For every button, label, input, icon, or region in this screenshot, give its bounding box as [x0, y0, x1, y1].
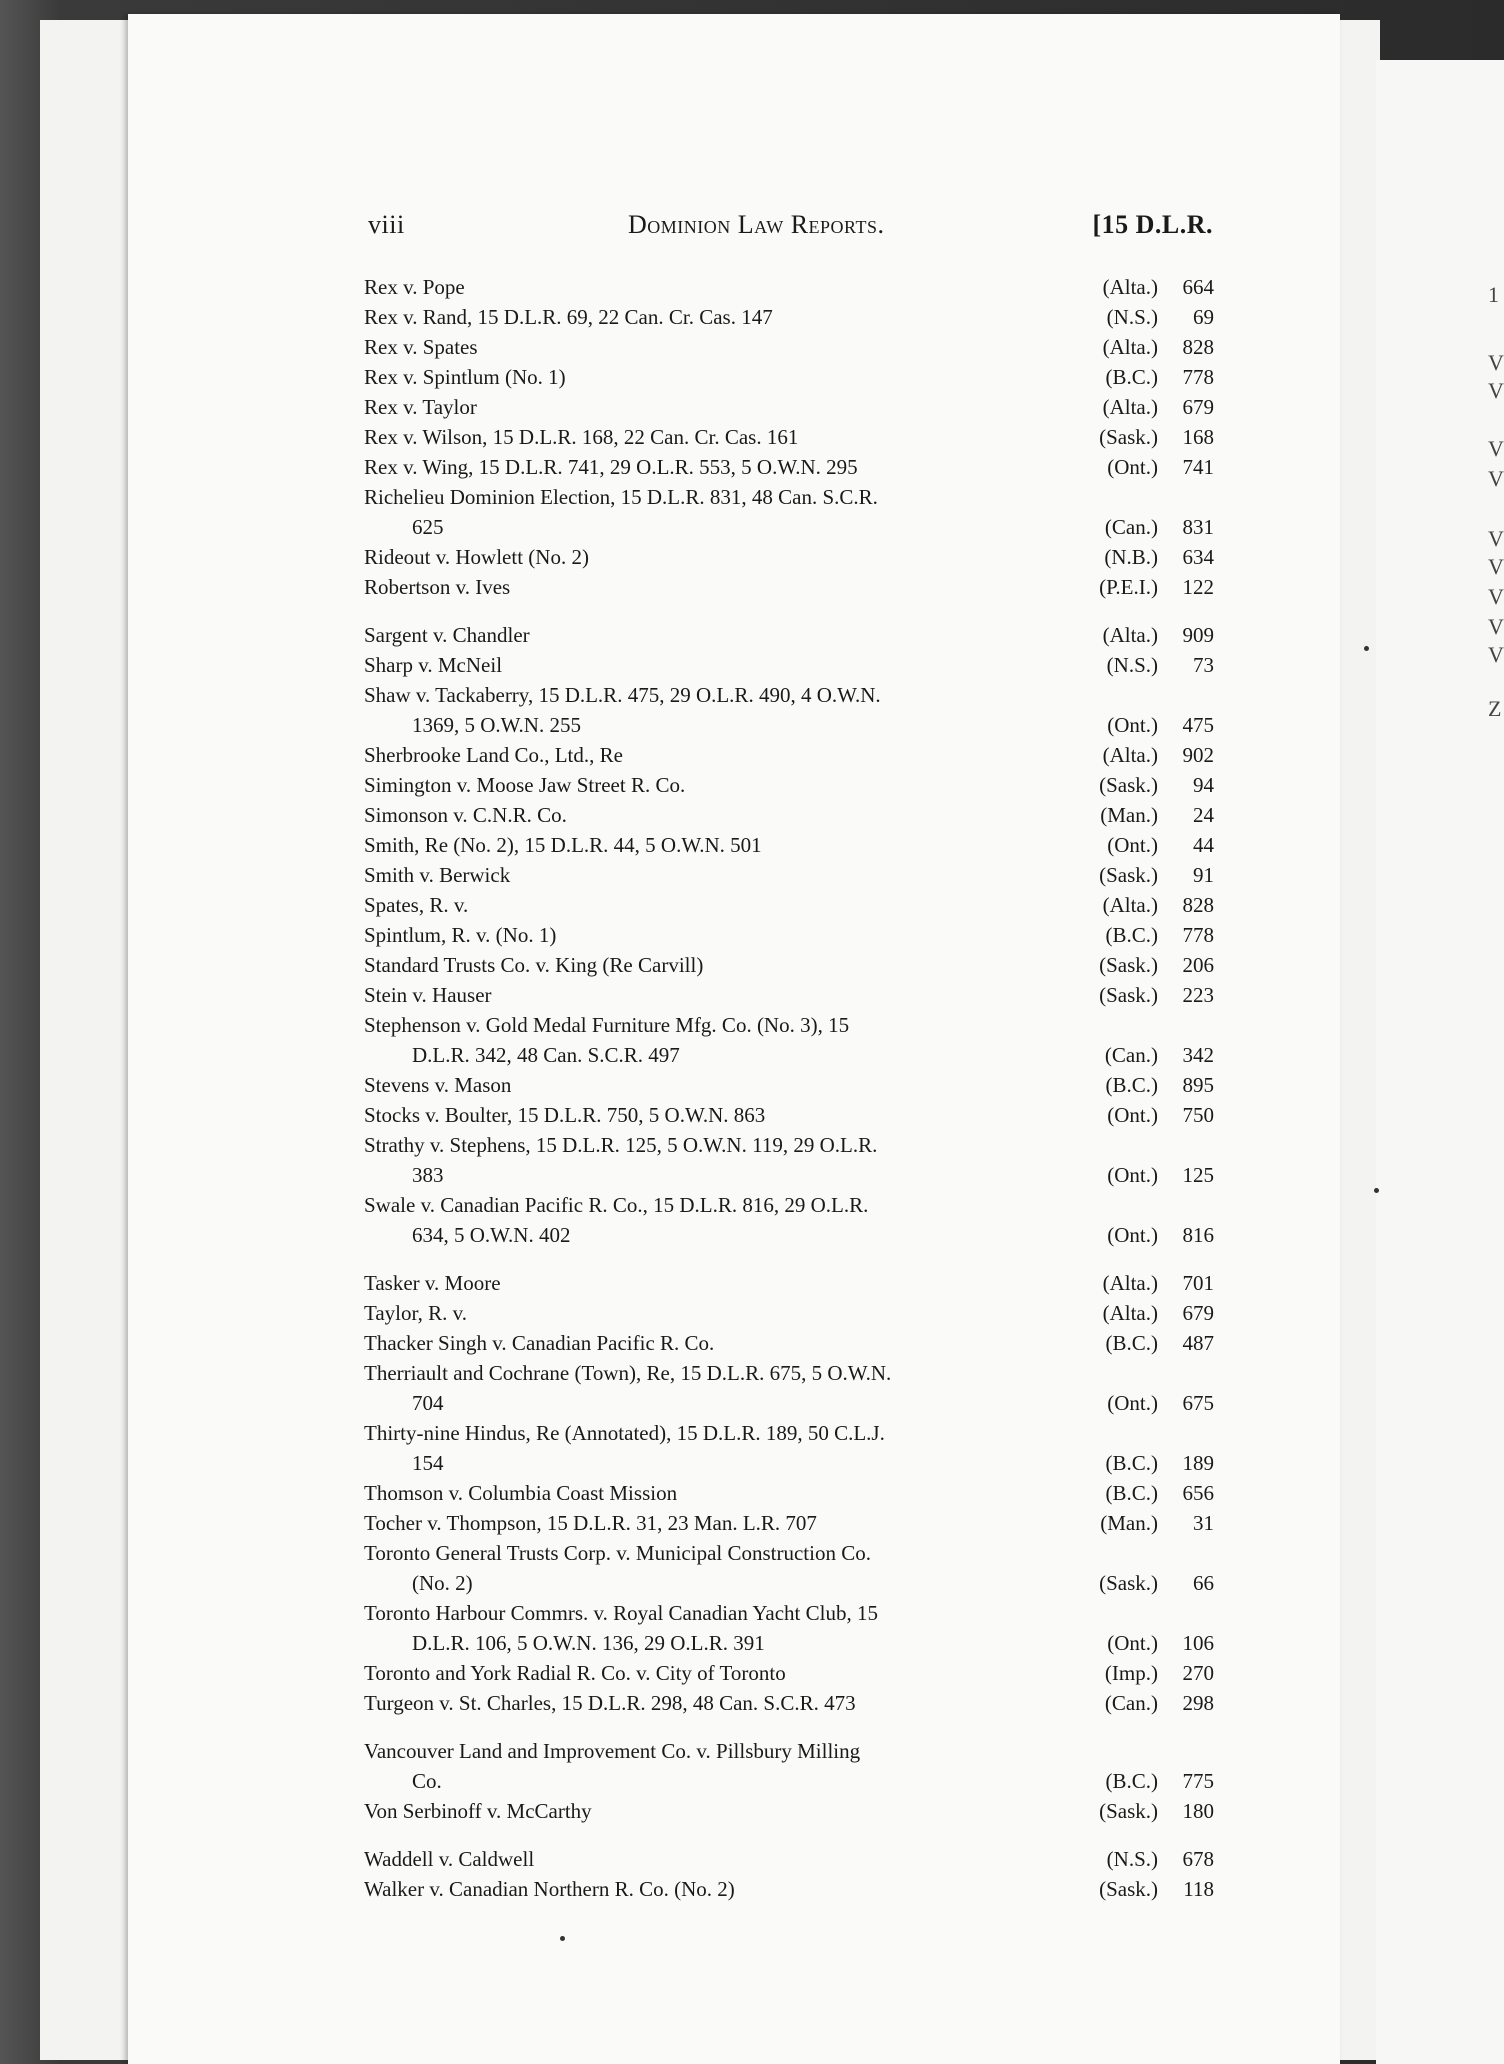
- case-name: Tocher v. Thompson, 15 D.L.R. 31, 23 Man. L.R. 707: [364, 1511, 821, 1535]
- case-line: [364, 572, 1214, 602]
- page-reference: 828: [1158, 890, 1214, 920]
- case-line: [364, 1268, 1214, 1298]
- page-reference: 909: [1158, 620, 1214, 650]
- case-name: Stocks v. Boulter, 15 D.L.R. 750, 5 O.W.N. 863: [364, 1103, 769, 1127]
- case-name: Vancouver Land and Improvement Co. v. Pillsbury Milling: [364, 1739, 864, 1763]
- case-entry: [364, 890, 1214, 920]
- case-name: Rex v. Wilson, 15 D.L.R. 168, 22 Can. Cr. Cas. 161: [364, 425, 802, 449]
- case-line: [364, 1448, 1214, 1478]
- scan-speck: [560, 1936, 565, 1941]
- court-abbreviation: (Sask.): [1095, 950, 1158, 980]
- page-reference: 66: [1158, 1568, 1214, 1598]
- court-abbreviation: (Sask.): [1095, 1874, 1158, 1904]
- case-entry: [364, 572, 1214, 602]
- case-entry: [364, 272, 1214, 302]
- case-line: [364, 1220, 1214, 1250]
- court-abbreviation: (Alta.): [1099, 1298, 1158, 1328]
- page-reference: 656: [1158, 1478, 1214, 1508]
- edge-glyph: 1: [1488, 282, 1499, 307]
- page-reference: 106: [1158, 1628, 1214, 1658]
- page-reference: 902: [1158, 740, 1214, 770]
- case-line: [364, 1010, 1214, 1040]
- page-reference: 678: [1158, 1844, 1214, 1874]
- case-entry: [364, 950, 1214, 980]
- case-entry: [364, 1298, 1214, 1328]
- page-reference: 675: [1158, 1388, 1214, 1418]
- case-name: Smith v. Berwick: [364, 863, 514, 887]
- court-abbreviation: (Sask.): [1095, 422, 1158, 452]
- court-abbreviation: (Alta.): [1099, 332, 1158, 362]
- case-line: [364, 302, 1214, 332]
- court-abbreviation: (B.C.): [1102, 1448, 1159, 1478]
- running-title: Dominion Law Reports.: [628, 210, 885, 239]
- case-name: Taylor, R. v.: [364, 1301, 471, 1325]
- case-name: Rex v. Wing, 15 D.L.R. 741, 29 O.L.R. 553, 5 O.W.N. 295: [364, 455, 862, 479]
- court-abbreviation: (B.C.): [1102, 362, 1159, 392]
- case-entry: [364, 770, 1214, 800]
- court-abbreviation: (Ont.): [1103, 1628, 1158, 1658]
- edge-glyph: V: [1488, 642, 1504, 667]
- case-entry: [364, 332, 1214, 362]
- court-abbreviation: (Man.): [1096, 800, 1158, 830]
- edge-glyph: V: [1488, 350, 1504, 375]
- case-entry: [364, 1658, 1214, 1688]
- case-line: [364, 452, 1214, 482]
- court-abbreviation: (N.S.): [1103, 302, 1158, 332]
- case-entry: [364, 1070, 1214, 1100]
- scan-speck: [1374, 1188, 1379, 1193]
- case-name: Stevens v. Mason: [364, 1073, 515, 1097]
- scan-speck: [1364, 646, 1369, 651]
- page-reference: 475: [1158, 710, 1214, 740]
- case-line: [364, 860, 1214, 890]
- case-entry: [364, 482, 1214, 542]
- page-reference: 701: [1158, 1268, 1214, 1298]
- case-entry: [364, 422, 1214, 452]
- page-reference: 816: [1158, 1220, 1214, 1250]
- court-abbreviation: (N.S.): [1103, 650, 1158, 680]
- case-entry: [364, 1418, 1214, 1478]
- case-entry: [364, 1538, 1214, 1598]
- case-line: [364, 740, 1214, 770]
- case-name: D.L.R. 106, 5 O.W.N. 136, 29 O.L.R. 391: [412, 1631, 769, 1655]
- case-line: [364, 1070, 1214, 1100]
- court-abbreviation: (Alta.): [1099, 272, 1158, 302]
- case-name: 634, 5 O.W.N. 402: [412, 1223, 574, 1247]
- court-abbreviation: (B.C.): [1102, 1766, 1159, 1796]
- case-line: [364, 1688, 1214, 1718]
- case-name: Thacker Singh v. Canadian Pacific R. Co.: [364, 1331, 718, 1355]
- edge-glyph: V: [1488, 554, 1504, 579]
- case-name: Strathy v. Stephens, 15 D.L.R. 125, 5 O.W.N. 119, 29 O.L.R.: [364, 1133, 881, 1157]
- case-name: Robertson v. Ives: [364, 575, 514, 599]
- case-line: [364, 980, 1214, 1010]
- page-reference: 69: [1158, 302, 1214, 332]
- case-entry: [364, 1268, 1214, 1298]
- case-name: Thirty-nine Hindus, Re (Annotated), 15 D.L.R. 189, 50 C.L.J.: [364, 1421, 889, 1445]
- case-name: 383: [412, 1163, 448, 1187]
- case-line: [364, 1628, 1214, 1658]
- case-line: [364, 620, 1214, 650]
- case-entry: [364, 1358, 1214, 1418]
- court-abbreviation: (Sask.): [1095, 980, 1158, 1010]
- case-line: [364, 1418, 1214, 1448]
- case-name: Standard Trusts Co. v. King (Re Carvill): [364, 953, 707, 977]
- case-name: Walker v. Canadian Northern R. Co. (No. 2): [364, 1877, 739, 1901]
- running-header: [368, 210, 1213, 242]
- case-name: Stephenson v. Gold Medal Furniture Mfg. Co. (No. 3), 15: [364, 1013, 853, 1037]
- case-line: [364, 512, 1214, 542]
- case-line: [364, 1358, 1214, 1388]
- court-abbreviation: (Alta.): [1099, 1268, 1158, 1298]
- volume-label: [15 D.L.R.: [1092, 210, 1213, 239]
- court-abbreviation: (Sask.): [1095, 1568, 1158, 1598]
- case-entry: [364, 830, 1214, 860]
- case-name: Swale v. Canadian Pacific R. Co., 15 D.L.R. 816, 29 O.L.R.: [364, 1193, 872, 1217]
- case-name: Rex v. Spates: [364, 335, 482, 359]
- case-line: [364, 1388, 1214, 1418]
- court-abbreviation: (Imp.): [1101, 1658, 1158, 1688]
- case-name: Smith, Re (No. 2), 15 D.L.R. 44, 5 O.W.N. 501: [364, 833, 766, 857]
- page-reference: 342: [1158, 1040, 1214, 1070]
- case-line: [364, 830, 1214, 860]
- page-reference: 24: [1158, 800, 1214, 830]
- case-entry: [364, 1598, 1214, 1658]
- page-reference: 122: [1158, 572, 1214, 602]
- case-name: Richelieu Dominion Election, 15 D.L.R. 831, 48 Can. S.C.R.: [364, 485, 882, 509]
- court-abbreviation: (Ont.): [1103, 830, 1158, 860]
- case-line: [364, 362, 1214, 392]
- page-reference: 741: [1158, 452, 1214, 482]
- court-abbreviation: (Alta.): [1099, 392, 1158, 422]
- case-name: Von Serbinoff v. McCarthy: [364, 1799, 596, 1823]
- case-line: [364, 1328, 1214, 1358]
- case-line: [364, 1874, 1214, 1904]
- page-reference: 298: [1158, 1688, 1214, 1718]
- case-name: Turgeon v. St. Charles, 15 D.L.R. 298, 48 Can. S.C.R. 473: [364, 1691, 860, 1715]
- case-name: Shaw v. Tackaberry, 15 D.L.R. 475, 29 O.L.R. 490, 4 O.W.N.: [364, 683, 885, 707]
- case-table: [364, 272, 1214, 1904]
- case-name: Stein v. Hauser: [364, 983, 496, 1007]
- case-name: Waddell v. Caldwell: [364, 1847, 538, 1871]
- case-line: [364, 770, 1214, 800]
- case-line: [364, 1190, 1214, 1220]
- case-name: 154: [412, 1451, 448, 1475]
- case-entry: [364, 1844, 1214, 1874]
- page-reference: 679: [1158, 1298, 1214, 1328]
- case-line: [364, 1568, 1214, 1598]
- case-line: [364, 332, 1214, 362]
- page-reference: 125: [1158, 1160, 1214, 1190]
- case-entry: [364, 920, 1214, 950]
- court-abbreviation: (B.C.): [1102, 1478, 1159, 1508]
- case-line: [364, 272, 1214, 302]
- edge-glyph: V: [1488, 584, 1504, 609]
- case-line: [364, 1658, 1214, 1688]
- page-reference: 664: [1158, 272, 1214, 302]
- page-reference: 168: [1158, 422, 1214, 452]
- case-entry: [364, 362, 1214, 392]
- case-line: [364, 542, 1214, 572]
- case-line: [364, 422, 1214, 452]
- case-entry: [364, 542, 1214, 572]
- court-abbreviation: (B.C.): [1102, 920, 1159, 950]
- page-reference: 831: [1158, 512, 1214, 542]
- case-entry: [364, 860, 1214, 890]
- page-reference: 487: [1158, 1328, 1214, 1358]
- court-abbreviation: (Can.): [1101, 1688, 1158, 1718]
- case-name: 625: [412, 515, 448, 539]
- court-abbreviation: (B.C.): [1102, 1070, 1159, 1100]
- page-reference: 44: [1158, 830, 1214, 860]
- court-abbreviation: (Can.): [1101, 1040, 1158, 1070]
- case-name: D.L.R. 342, 48 Can. S.C.R. 497: [412, 1043, 684, 1067]
- case-line: [364, 650, 1214, 680]
- page-reference: 206: [1158, 950, 1214, 980]
- case-line: [364, 482, 1214, 512]
- page-reference: 91: [1158, 860, 1214, 890]
- case-line: [364, 680, 1214, 710]
- court-abbreviation: (Ont.): [1103, 452, 1158, 482]
- page-reference: 94: [1158, 770, 1214, 800]
- page-reference: 118: [1158, 1874, 1214, 1904]
- court-abbreviation: (Sask.): [1095, 860, 1158, 890]
- court-abbreviation: (Ont.): [1103, 1100, 1158, 1130]
- case-entry: [364, 650, 1214, 680]
- case-line: [364, 392, 1214, 422]
- case-entry: [364, 1874, 1214, 1904]
- case-entry: [364, 1010, 1214, 1070]
- case-name: Simington v. Moose Jaw Street R. Co.: [364, 773, 689, 797]
- case-name: Spates, R. v.: [364, 893, 472, 917]
- case-line: [364, 710, 1214, 740]
- court-abbreviation: (Alta.): [1099, 740, 1158, 770]
- page-number: viii: [368, 210, 405, 239]
- case-entry: [364, 1100, 1214, 1130]
- edge-glyph: V: [1488, 526, 1504, 551]
- case-name: Rex v. Pope: [364, 275, 469, 299]
- page-reference: 634: [1158, 542, 1214, 572]
- case-entry: [364, 1130, 1214, 1190]
- case-line: [364, 1130, 1214, 1160]
- court-abbreviation: (N.S.): [1103, 1844, 1158, 1874]
- case-name: Sherbrooke Land Co., Ltd., Re: [364, 743, 627, 767]
- case-name: Rex v. Taylor: [364, 395, 481, 419]
- edge-glyph: V: [1488, 466, 1504, 491]
- page-reference: 180: [1158, 1796, 1214, 1826]
- case-line: [364, 950, 1214, 980]
- case-name: Toronto Harbour Commrs. v. Royal Canadian Yacht Club, 15: [364, 1601, 882, 1625]
- case-name: Tasker v. Moore: [364, 1271, 505, 1295]
- next-page-edge: [1376, 60, 1504, 2064]
- page-reference: 778: [1158, 920, 1214, 950]
- case-entry: [364, 800, 1214, 830]
- court-abbreviation: (Sask.): [1095, 770, 1158, 800]
- court-abbreviation: (Sask.): [1095, 1796, 1158, 1826]
- case-line: [364, 1508, 1214, 1538]
- case-line: [364, 1766, 1214, 1796]
- case-line: [364, 1040, 1214, 1070]
- court-abbreviation: (Ont.): [1103, 1388, 1158, 1418]
- page-reference: 31: [1158, 1508, 1214, 1538]
- case-name: Toronto and York Radial R. Co. v. City of Toronto: [364, 1661, 790, 1685]
- edge-glyph: V: [1488, 378, 1504, 403]
- page-reference: 73: [1158, 650, 1214, 680]
- page-reference: 775: [1158, 1766, 1214, 1796]
- case-name: Rideout v. Howlett (No. 2): [364, 545, 593, 569]
- court-abbreviation: (B.C.): [1102, 1328, 1159, 1358]
- court-abbreviation: (Ont.): [1103, 1220, 1158, 1250]
- edge-glyph: V: [1488, 436, 1504, 461]
- court-abbreviation: (Alta.): [1099, 890, 1158, 920]
- page-reference: 750: [1158, 1100, 1214, 1130]
- page-reference: 223: [1158, 980, 1214, 1010]
- page-reference: 189: [1158, 1448, 1214, 1478]
- case-name: Rex v. Spintlum (No. 1): [364, 365, 570, 389]
- case-line: [364, 1844, 1214, 1874]
- case-name: Co.: [412, 1769, 446, 1793]
- case-entry: [364, 1736, 1214, 1796]
- case-line: [364, 1100, 1214, 1130]
- case-entry: [364, 1688, 1214, 1718]
- case-line: [364, 1298, 1214, 1328]
- edge-glyph: Z: [1488, 696, 1502, 721]
- case-line: [364, 1796, 1214, 1826]
- page-reference: 679: [1158, 392, 1214, 422]
- page-reference: 778: [1158, 362, 1214, 392]
- case-entry: [364, 1796, 1214, 1826]
- case-name: Rex v. Rand, 15 D.L.R. 69, 22 Can. Cr. Cas. 147: [364, 305, 777, 329]
- court-abbreviation: (N.B.): [1100, 542, 1158, 572]
- case-line: [364, 1478, 1214, 1508]
- court-abbreviation: (Man.): [1096, 1508, 1158, 1538]
- case-name: 1369, 5 O.W.N. 255: [412, 713, 585, 737]
- court-abbreviation: (Ont.): [1103, 1160, 1158, 1190]
- case-entry: [364, 620, 1214, 650]
- case-line: [364, 890, 1214, 920]
- case-line: [364, 1538, 1214, 1568]
- case-entry: [364, 392, 1214, 422]
- edge-glyph: V: [1488, 614, 1504, 639]
- case-entry: [364, 680, 1214, 740]
- case-name: Toronto General Trusts Corp. v. Municipal Construction Co.: [364, 1541, 875, 1565]
- court-abbreviation: (Can.): [1101, 512, 1158, 542]
- case-line: [364, 800, 1214, 830]
- case-entry: [364, 302, 1214, 332]
- page-reference: 895: [1158, 1070, 1214, 1100]
- case-name: Sharp v. McNeil: [364, 653, 506, 677]
- case-name: Therriault and Cochrane (Town), Re, 15 D.L.R. 675, 5 O.W.N.: [364, 1361, 895, 1385]
- case-line: [364, 1160, 1214, 1190]
- case-entry: [364, 980, 1214, 1010]
- case-line: [364, 1598, 1214, 1628]
- page-reference: 270: [1158, 1658, 1214, 1688]
- case-name: 704: [412, 1391, 448, 1415]
- case-name: (No. 2): [412, 1571, 477, 1595]
- case-entry: [364, 1478, 1214, 1508]
- case-name: Thomson v. Columbia Coast Mission: [364, 1481, 681, 1505]
- case-name: Sargent v. Chandler: [364, 623, 534, 647]
- court-abbreviation: (Alta.): [1099, 620, 1158, 650]
- page-reference: 828: [1158, 332, 1214, 362]
- case-line: [364, 1736, 1214, 1766]
- case-entry: [364, 1190, 1214, 1250]
- case-entry: [364, 1328, 1214, 1358]
- case-name: Spintlum, R. v. (No. 1): [364, 923, 560, 947]
- case-name: Simonson v. C.N.R. Co.: [364, 803, 571, 827]
- case-line: [364, 920, 1214, 950]
- case-entry: [364, 1508, 1214, 1538]
- case-entry: [364, 740, 1214, 770]
- case-entry: [364, 452, 1214, 482]
- court-abbreviation: (Ont.): [1103, 710, 1158, 740]
- court-abbreviation: (P.E.I.): [1095, 572, 1158, 602]
